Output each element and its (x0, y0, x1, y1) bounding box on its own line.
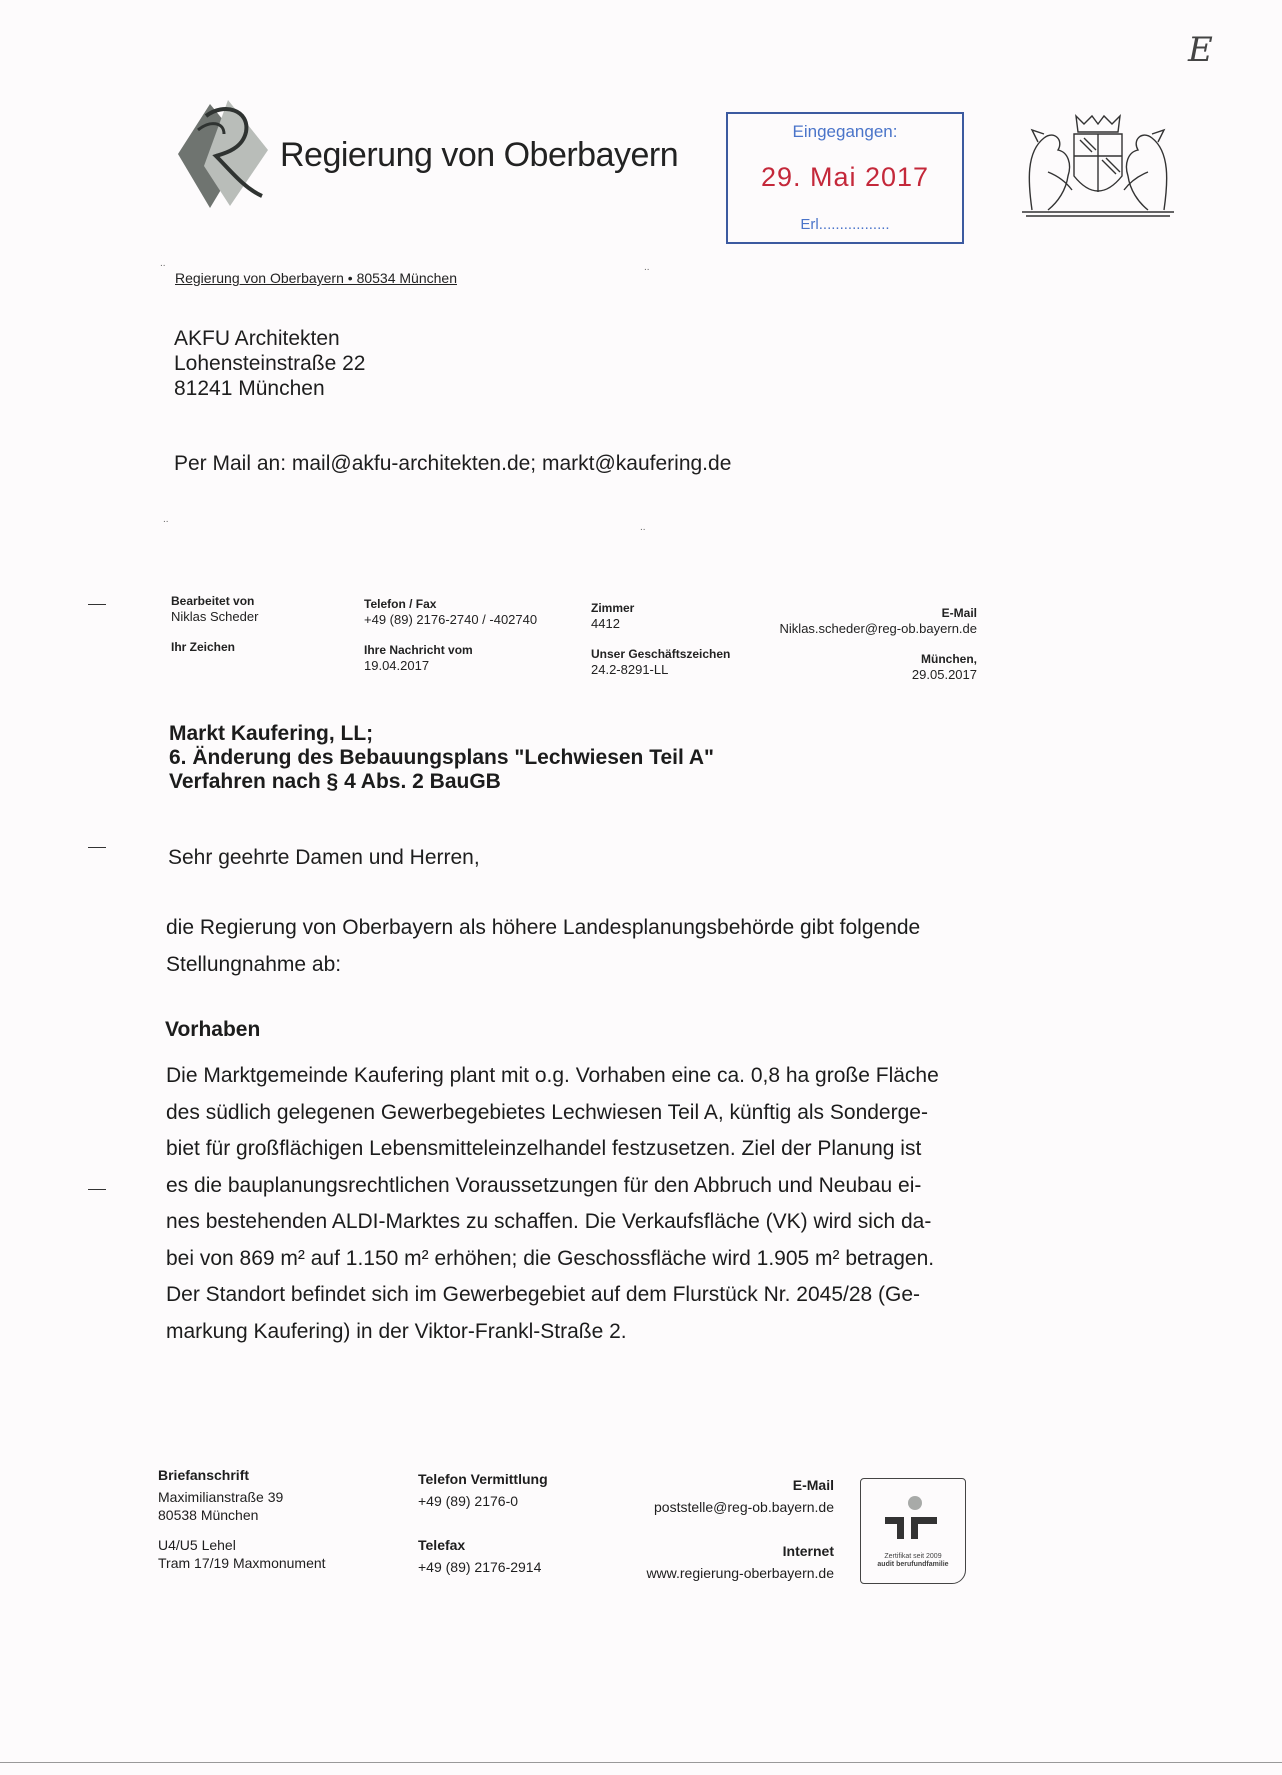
handwritten-mark: E (1188, 30, 1213, 70)
intro-line: Stellungnahme ab: (166, 952, 342, 976)
regierung-logo-icon (176, 96, 276, 214)
telefax-value: +49 (89) 2176-2914 (418, 1559, 542, 1575)
cert-text: audit berufundfamilie (877, 1561, 949, 1568)
margin-dot: .. (644, 262, 650, 273)
intro-paragraph (166, 910, 986, 983)
vorhaben-line: nes bestehenden ALDI-Marktes zu schaffen. Die Verkaufsfläche (VK) wird sich da- (166, 1210, 932, 1233)
telefon-block (364, 596, 537, 674)
intro-line: die Regierung von Oberbayern als höhere Landesplanungsbehörde gibt folgende (166, 916, 921, 939)
internet-value: www.regierung-oberbayern.de (646, 1565, 834, 1581)
cert-text: Zertifikat seit 2009 (884, 1553, 942, 1560)
stamp-label: Eingegangen: (792, 122, 898, 141)
vorhaben-line: biet für großflächigen Lebensmitteleinzelhandel festzusetzen. Ziel der Planung ist (166, 1137, 922, 1160)
telefon-value: +49 (89) 2176-2740 / -402740 (364, 612, 538, 627)
sender-line: Regierung von Oberbayern • 80534 München (175, 270, 457, 286)
margin-dot: .. (163, 514, 169, 525)
nachricht-value: 19.04.2017 (364, 658, 430, 673)
mail-line: Per Mail an: mail@akfu-architekten.de; markt@kaufering.de (174, 452, 732, 475)
fold-mark (88, 1189, 106, 1190)
vorhaben-line: Der Standort befindet sich im Gewerbegebiet auf dem Flurstück Nr. 2045/28 (Ge- (166, 1283, 921, 1306)
telefon-label: Telefon / Fax (364, 597, 437, 611)
recipient-line: AKFU Architekten (174, 327, 340, 350)
footer-email-value: poststelle@reg-ob.bayern.de (654, 1499, 834, 1515)
email-value: Niklas.scheder@reg-ob.bayern.de (779, 621, 977, 636)
ort-label: München, (921, 652, 977, 666)
footer-briefanschrift (158, 1466, 326, 1572)
vermittlung-value: +49 (89) 2176-0 (418, 1493, 519, 1509)
vorhaben-line: Die Marktgemeinde Kaufering plant mit o.g. Vorhaben eine ca. 0,8 ha große Fläche (166, 1064, 939, 1087)
nachricht-label: Ihre Nachricht vom (364, 643, 473, 657)
telefax-label: Telefax (418, 1537, 466, 1553)
zimmer-label: Zimmer (591, 601, 635, 615)
internet-label: Internet (782, 1543, 834, 1559)
bearbeitet-block (171, 593, 258, 655)
footer-contact (600, 1476, 834, 1582)
zimmer-value: 4412 (591, 616, 620, 631)
email-label: E-Mail (941, 606, 977, 620)
bearbeitet-label: Bearbeitet von (171, 594, 255, 608)
subject-line: Markt Kaufering, LL; (169, 722, 374, 745)
footer-email-label: E-Mail (792, 1477, 834, 1493)
recipient-address (174, 326, 365, 401)
footer-telefon (418, 1470, 548, 1576)
recipient-line: Lohensteinstraße 22 (174, 352, 366, 375)
margin-dot: .. (640, 522, 646, 533)
received-stamp (726, 112, 964, 244)
recipient-line: 81241 München (174, 377, 325, 400)
vorhaben-line: markung Kaufering) in der Viktor-Frankl-Straße 2. (166, 1319, 627, 1343)
email-block (700, 605, 977, 683)
ort-value: 29.05.2017 (911, 667, 977, 682)
geschaeftszeichen-label: Unser Geschäftszeichen (591, 647, 731, 661)
brief-line: 80538 München (158, 1507, 259, 1523)
fold-mark (88, 847, 106, 848)
vorhaben-paragraph (166, 1058, 986, 1350)
audit-berufundfamilie-icon (860, 1478, 966, 1584)
page-edge-line (0, 1762, 1282, 1763)
stamp-erl: Erl................. (800, 216, 890, 233)
section-heading: Vorhaben (165, 1018, 261, 1041)
organization-name: Regierung von Oberbayern (280, 136, 679, 174)
fold-mark (88, 604, 106, 605)
vorhaben-line: bei von 869 m² auf 1.150 m² erhöhen; die Geschossfläche wird 1.905 m² betragen. (166, 1246, 935, 1270)
subject (169, 722, 714, 794)
margin-dot: .. (160, 258, 166, 269)
brief-label: Briefanschrift (158, 1467, 250, 1483)
vorhaben-line: des südlich gelegenen Gewerbegebietes Lechwiesen Teil A, künftig als Sonderge- (166, 1100, 928, 1124)
transit-line: Tram 17/19 Maxmonument (158, 1555, 326, 1571)
subject-line: 6. Änderung des Bebauungsplans "Lechwiesen Teil A" (169, 746, 715, 769)
brief-line: Maximilianstraße 39 (158, 1489, 284, 1505)
bearbeitet-value: Niklas Scheder (171, 609, 259, 624)
ihr-zeichen-label: Ihr Zeichen (171, 640, 236, 654)
stamp-date: 29. Mai 2017 (760, 162, 930, 192)
transit-line: U4/U5 Lehel (158, 1537, 236, 1553)
bavarian-coat-of-arms-icon (1018, 112, 1178, 218)
vorhaben-line: es die bauplanungsrechtlichen Voraussetzungen für den Abbruch und Neubau ei- (166, 1173, 922, 1197)
salutation: Sehr geehrte Damen und Herren, (168, 846, 480, 869)
geschaeftszeichen-value: 24.2-8291-LL (591, 662, 669, 677)
vermittlung-label: Telefon Vermittlung (418, 1471, 548, 1487)
subject-line: Verfahren nach § 4 Abs. 2 BauGB (169, 770, 501, 793)
